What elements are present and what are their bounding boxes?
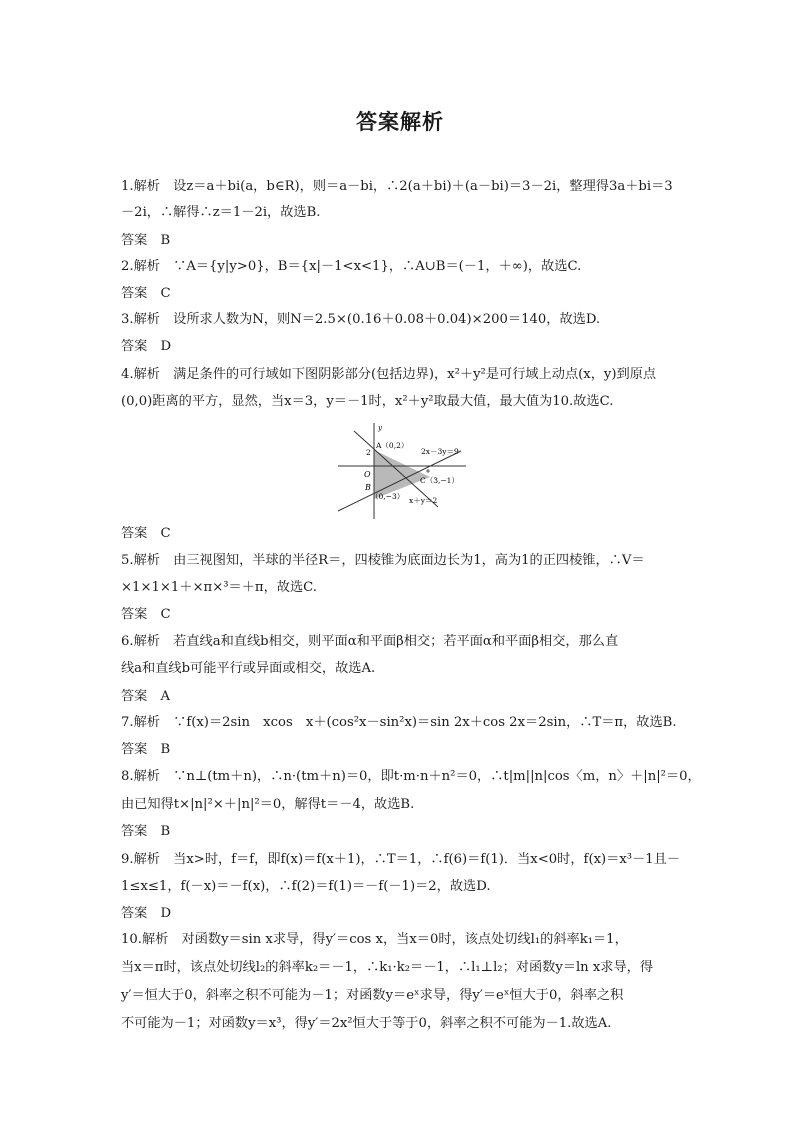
answer-line: 答案 B (121, 824, 171, 839)
text-line: 3.解析 设所求人数为N，则N＝2.5×(0.16＋0.08＋0.04)×200＝140，故选D. (121, 312, 601, 327)
answer-line: 答案 A (121, 689, 171, 704)
line1-label: 2x－3y＝9 (421, 447, 459, 456)
text-line: 6.解析 若直线a和直线b相交，则平面α和平面β相交；若平面α和平面β相交，那么直 (121, 634, 619, 649)
text-line: ×1×1×1＋×π×³＝＋π，故选C. (121, 580, 317, 595)
text-line: 4.解析 满足条件的可行域如下图阴影部分(包括边界)，x²＋y²是可行域上动点(x，y)到原点 (121, 367, 657, 382)
page-title: 答案解析 (356, 110, 444, 134)
answer-line: 答案 B (121, 233, 171, 248)
answer-line: 答案 B (121, 742, 171, 757)
y-axis-label: y (378, 424, 382, 432)
arrow-mark (426, 469, 430, 473)
text-line: 线a和直线b可能平行或异面或相交，故选A. (121, 661, 376, 676)
point-A-label: A（0,2） (376, 441, 409, 450)
point-B-coord: （0,−3） (371, 492, 405, 501)
origin-label: O (364, 470, 371, 479)
text-line: 2.解析 ∵A＝{y|y>0}，B＝{x|－1<x<1}，∴A∪B＝(－1，＋∞)，故选C. (121, 259, 582, 274)
text-line: 8.解析 ∵n⊥(tm＋n)，∴n·(tm＋n)＝0，即t·m·n＋n²＝0，∴t|m||n|cos〈m，n〉＋|n|²＝0， (121, 769, 701, 784)
text-line: 不可能为－1；对函数y＝x³，得y′＝2x²恒大于等于0，斜率之积不可能为－1.故选A. (121, 1016, 612, 1031)
answer-line: 答案 C (121, 286, 171, 301)
answer-line: 答案 C (121, 526, 171, 541)
text-line: 7.解析 ∵f(x)＝2sin xcos x＋(cos²x－sin²x)＝sin 2x＋cos 2x＝2sin，∴T＝π，故选B. (121, 715, 677, 730)
answer-line: 答案 D (121, 339, 172, 354)
text-line: 10.解析 对函数y＝sin x求导，得y′＝cos x，当x＝0时，该点处切线l₁的斜率k₁＝1， (121, 932, 628, 947)
text-line: 当x＝π时，该点处切线l₂的斜率k₂＝－1，∴k₁·k₂＝－1，∴l₁⊥l₂；对函数y＝ln x求导，得 (121, 960, 654, 975)
tick-2-label: 2 (366, 448, 371, 457)
text-line: 1.解析 设z＝a＋bi(a，b∈R)，则＝a－bi，∴2(a＋bi)＋(a－bi)＝3－2i，整理得3a＋bi＝3 (121, 179, 673, 194)
text-line: 9.解析 当x>时，f＝f，即f(x)＝f(x＋1)，∴T＝1，∴f(6)＝f(1)．当x<0时，f(x)＝x³－1且－ (121, 852, 681, 867)
point-B-label: B (365, 483, 371, 492)
text-line: y′＝恒大于0，斜率之积不可能为－1；对函数y＝eˣ求导，得y′＝eˣ恒大于0，斜率之积 (121, 988, 624, 1003)
text-line: －2i，∴解得∴z＝1－2i，故选B. (121, 205, 321, 220)
answer-line: 答案 D (121, 906, 172, 921)
text-line: (0,0)距离的平方，显然，当x＝3，y＝－1时，x²＋y²取最大值，最大值为10.故选C. (121, 394, 614, 409)
text-line: 1≤x≤1，f(－x)＝－f(x)，∴f(2)＝f(1)＝－f(－1)＝2，故选D. (121, 879, 491, 894)
feasible-region-diagram (336, 421, 471, 521)
line2-label: x＋y＝2 (409, 496, 438, 505)
text-line: 由已知得t×|n|²×＋|n|²＝0，解得t＝－4，故选B. (121, 797, 415, 812)
text-line: 5.解析 由三视图知，半球的半径R＝，四棱锥为底面边长为1，高为1的正四棱锥，∴V＝ (121, 553, 645, 568)
point-C-label: C（3,−1） (420, 476, 459, 485)
answer-line: 答案 C (121, 607, 171, 622)
